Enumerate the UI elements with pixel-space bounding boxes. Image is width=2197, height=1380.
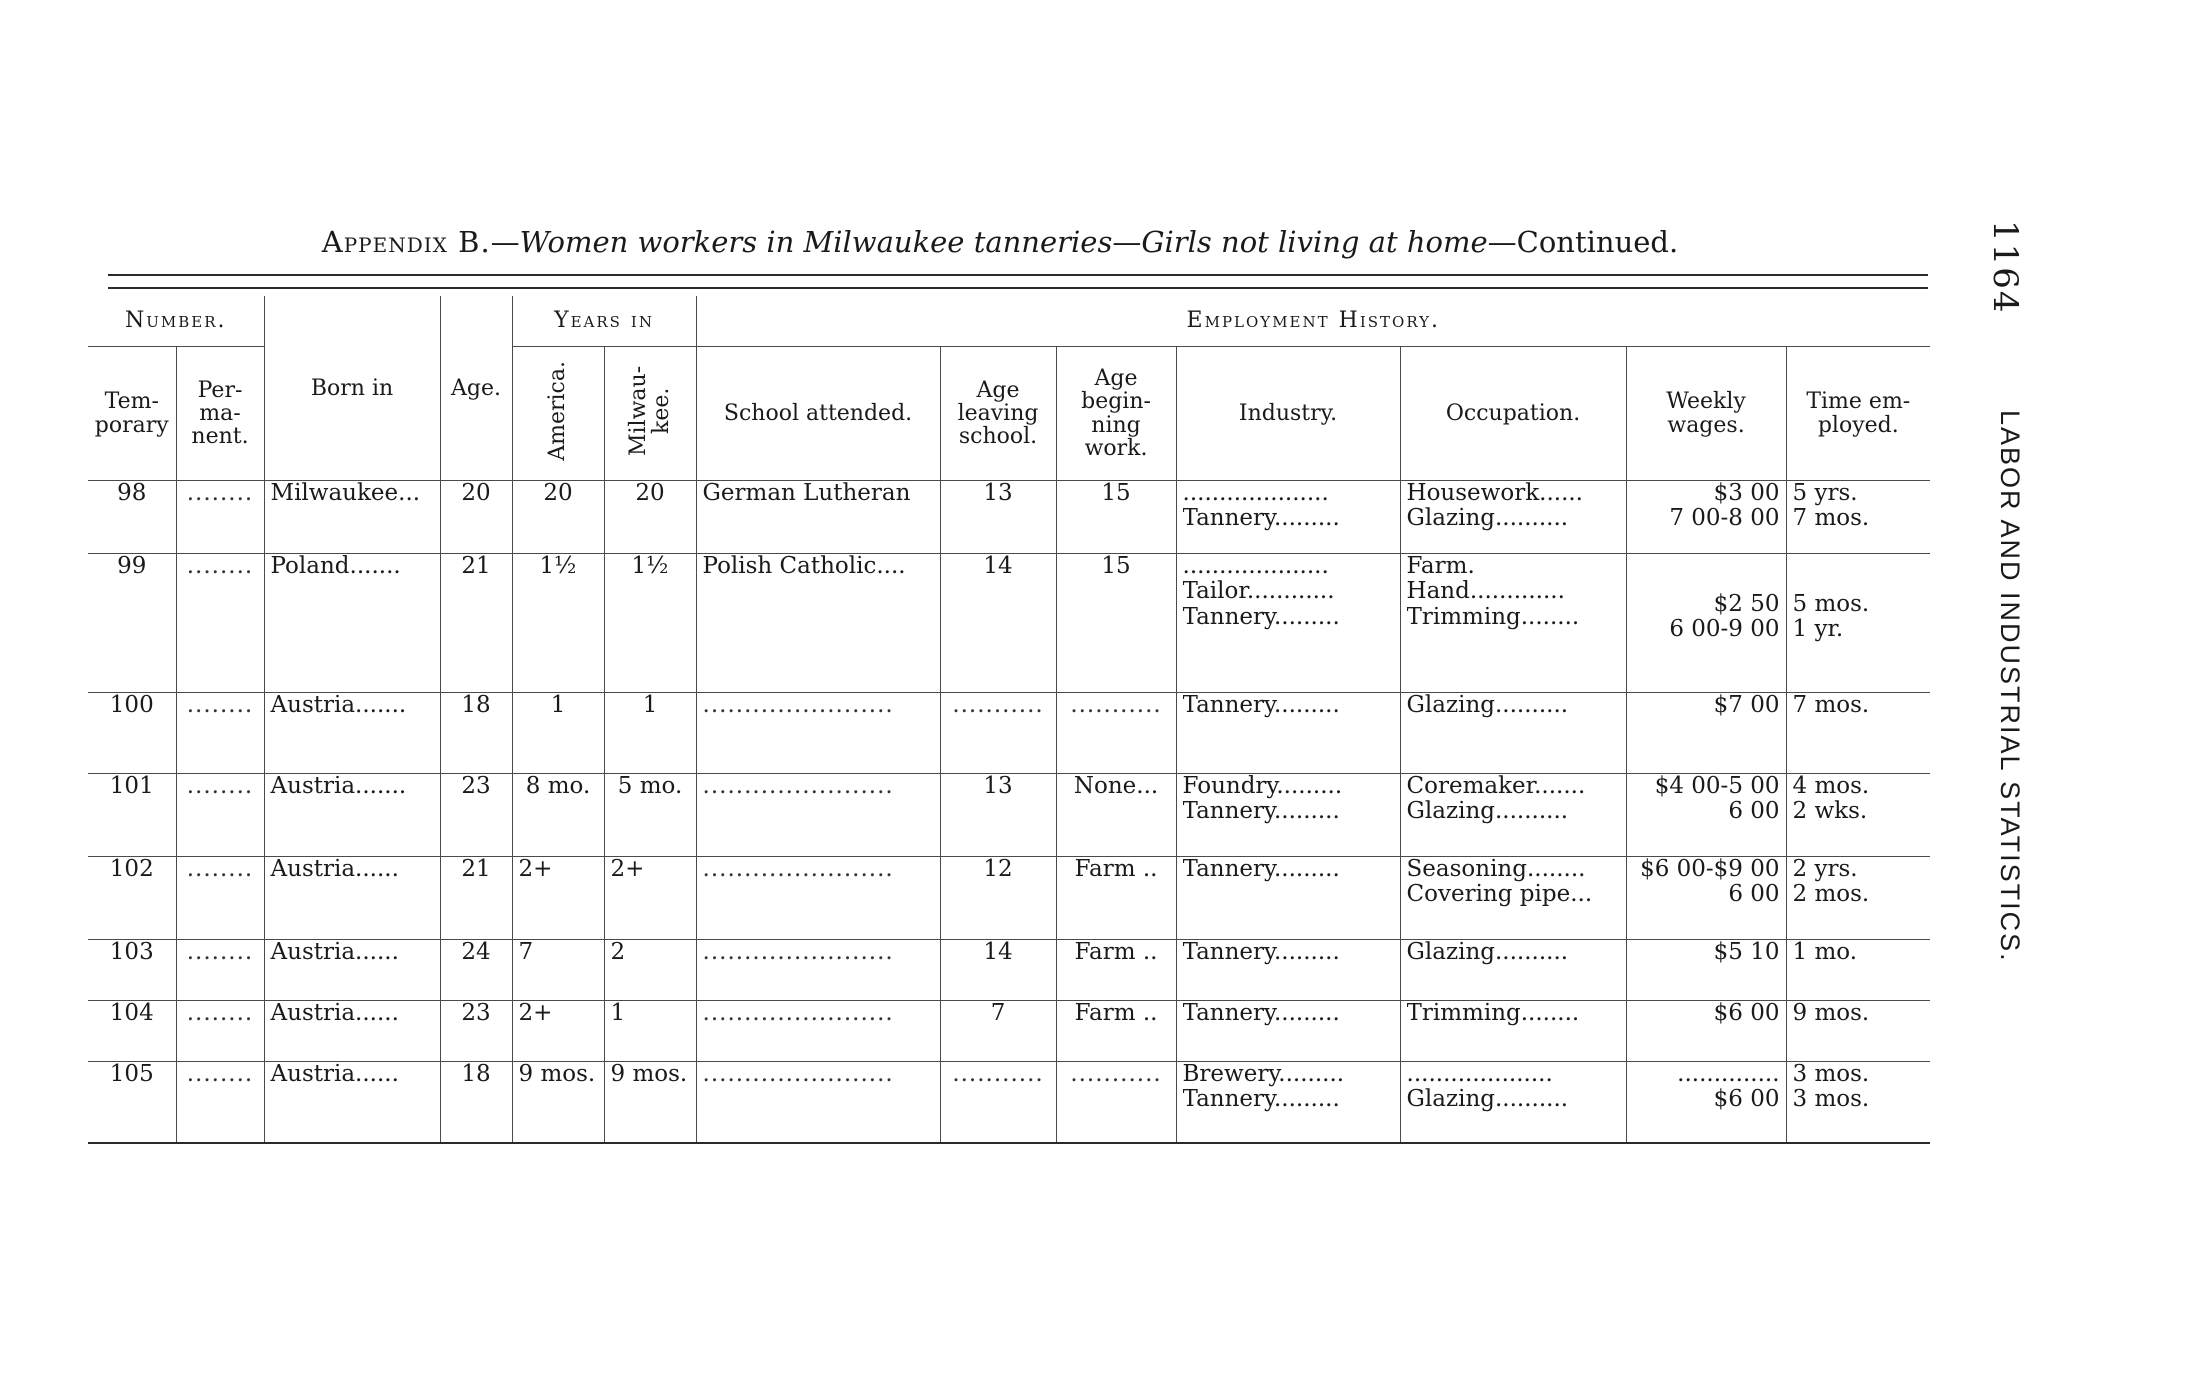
cell-age: 23	[440, 774, 512, 857]
cell-age-leaving: ...........	[940, 693, 1056, 774]
cell-time	[1786, 857, 1930, 940]
cell-born: Austria.......	[264, 693, 440, 774]
cell-wages	[1626, 1062, 1786, 1144]
cell-age-beginning: 15	[1056, 554, 1176, 693]
cell-line: Trimming........	[1406, 604, 1580, 630]
cell-wages	[1626, 554, 1786, 693]
header-row-groups	[88, 296, 1930, 347]
cell-age: 21	[440, 554, 512, 693]
cell-line: Tannery.........	[1182, 799, 1340, 825]
cell-age-beginning: ...........	[1056, 1062, 1176, 1144]
cell-line: 6 00-9 00	[1669, 617, 1780, 643]
cell-line: Tannery.........	[1182, 1001, 1340, 1027]
header-wages: Weekly wages.	[1626, 347, 1786, 481]
cell-occupation	[1400, 693, 1626, 774]
cell-line: 7 mos.	[1792, 693, 1870, 719]
table-row	[88, 1001, 1930, 1062]
cell-temporary: 98	[88, 481, 176, 554]
cell-line: Glazing..........	[1406, 940, 1569, 966]
cell-temporary: 105	[88, 1062, 176, 1144]
cell-line: $3 00	[1713, 481, 1780, 507]
cell-america: 8 mo.	[512, 774, 604, 857]
cell-industry	[1176, 693, 1400, 774]
top-rule-2	[108, 287, 1928, 289]
cell-born: Austria......	[264, 857, 440, 940]
cell-occupation	[1400, 1001, 1626, 1062]
header-school: School attended.	[696, 347, 940, 481]
header-milwaukee-cell	[604, 347, 696, 481]
cell-wages	[1626, 481, 1786, 554]
cell-industry	[1176, 774, 1400, 857]
cell-america: 20	[512, 481, 604, 554]
cell-age-leaving: 7	[940, 1001, 1056, 1062]
table-row	[88, 857, 1930, 940]
cell-line: 3 mos.	[1792, 1087, 1870, 1113]
cell-age-beginning: ...........	[1056, 693, 1176, 774]
cell-permanent: ........	[176, 1062, 264, 1144]
table-row	[88, 481, 1930, 554]
cell-milwaukee: 20	[604, 481, 696, 554]
cell-line: Covering pipe...	[1406, 882, 1593, 908]
header-milwaukee: Milwau-kee.	[625, 365, 675, 457]
cell-school: .......................	[696, 1062, 940, 1144]
cell-school: .......................	[696, 774, 940, 857]
cell-line: 3 mos.	[1792, 1062, 1870, 1088]
cell-wages	[1626, 1001, 1786, 1062]
header-time: Time em-ployed.	[1786, 347, 1930, 481]
cell-time	[1786, 1001, 1930, 1062]
cell-milwaukee: 2+	[604, 857, 696, 940]
cell-america: 9 mos.	[512, 1062, 604, 1144]
cell-line: Tannery.........	[1182, 1087, 1340, 1113]
cell-age-leaving: ...........	[940, 1062, 1056, 1144]
cell-line: Housework......	[1406, 481, 1583, 507]
cell-milwaukee: 1	[604, 693, 696, 774]
cell-line: 9 mos.	[1792, 1001, 1870, 1027]
cell-school: German Lutheran	[696, 481, 940, 554]
cell-line: Tannery.........	[1182, 857, 1340, 883]
caption-suffix: —Continued.	[1487, 225, 1679, 259]
cell-age: 24	[440, 940, 512, 1001]
cell-line: $7 00	[1713, 693, 1780, 719]
cell-school: .......................	[696, 1001, 940, 1062]
cell-line: 2 wks.	[1792, 799, 1868, 825]
header-employment-history: Employment History.	[696, 296, 1930, 347]
header-industry: Industry.	[1176, 347, 1400, 481]
cell-industry	[1176, 1062, 1400, 1144]
cell-wages	[1626, 774, 1786, 857]
cell-age: 18	[440, 1062, 512, 1144]
cell-temporary: 103	[88, 940, 176, 1001]
cell-line: $4 00-5 00	[1654, 774, 1780, 800]
header-temporary: Tem-porary	[88, 347, 176, 481]
cell-time	[1786, 554, 1930, 693]
cell-line: Farm.	[1406, 554, 1475, 580]
table-row	[88, 1062, 1930, 1144]
cell-america: 1½	[512, 554, 604, 693]
cell-occupation	[1400, 857, 1626, 940]
cell-line: ....................	[1182, 481, 1329, 507]
cell-line: $6 00	[1713, 1087, 1780, 1113]
page-number: 1164	[1985, 220, 2025, 315]
cell-time	[1786, 481, 1930, 554]
cell-age-beginning: Farm ..	[1056, 940, 1176, 1001]
cell-time	[1786, 693, 1930, 774]
cell-permanent: ........	[176, 554, 264, 693]
cell-line: Brewery.........	[1182, 1062, 1345, 1088]
cell-line: ....................	[1406, 1062, 1553, 1088]
cell-line: Glazing..........	[1406, 506, 1569, 532]
header-occupation: Occupation.	[1400, 347, 1626, 481]
cell-born: Poland.......	[264, 554, 440, 693]
cell-milwaukee: 1	[604, 1001, 696, 1062]
cell-line: 6 00	[1728, 799, 1780, 825]
cell-line: $6 00	[1713, 1001, 1780, 1027]
cell-age-leaving: 13	[940, 774, 1056, 857]
cell-school: .......................	[696, 857, 940, 940]
cell-line: $2 50	[1713, 592, 1780, 618]
cell-age-leaving: 12	[940, 857, 1056, 940]
cell-line: Seasoning........	[1406, 857, 1586, 883]
cell-milwaukee: 2	[604, 940, 696, 1001]
cell-line: 6 00	[1728, 882, 1780, 908]
cell-born: Austria......	[264, 1062, 440, 1144]
cell-milwaukee: 9 mos.	[604, 1062, 696, 1144]
cell-line: Hand.............	[1406, 579, 1565, 605]
cell-permanent: ........	[176, 1001, 264, 1062]
caption-title: Women workers in Milwaukee tanneries—Girls not living at home	[519, 225, 1488, 259]
table-caption	[200, 225, 1800, 259]
cell-school: .......................	[696, 940, 940, 1001]
cell-line: Glazing..........	[1406, 1087, 1569, 1113]
cell-school: .......................	[696, 693, 940, 774]
table-row	[88, 774, 1930, 857]
cell-age: 23	[440, 1001, 512, 1062]
cell-america: 2+	[512, 1001, 604, 1062]
cell-line: ..............	[1677, 1062, 1780, 1088]
cell-line: 4 mos.	[1792, 774, 1870, 800]
cell-america: 7	[512, 940, 604, 1001]
cell-line: 2 yrs.	[1792, 857, 1858, 883]
cell-line: $5 10	[1713, 940, 1780, 966]
cell-wages	[1626, 693, 1786, 774]
header-america: America.	[545, 361, 571, 461]
cell-temporary: 100	[88, 693, 176, 774]
table-row	[88, 693, 1930, 774]
cell-line: Tailor............	[1182, 579, 1335, 605]
cell-occupation	[1400, 774, 1626, 857]
cell-age-leaving: 14	[940, 554, 1056, 693]
cell-america: 2+	[512, 857, 604, 940]
cell-line: 5 yrs.	[1792, 481, 1858, 507]
cell-occupation	[1400, 940, 1626, 1001]
header-permanent: Per-ma-nent.	[176, 347, 264, 481]
cell-wages	[1626, 940, 1786, 1001]
cell-line: 7 00-8 00	[1669, 506, 1780, 532]
cell-age: 21	[440, 857, 512, 940]
cell-temporary: 101	[88, 774, 176, 857]
cell-time	[1786, 1062, 1930, 1144]
header-born-in: Born in	[264, 296, 440, 481]
cell-industry	[1176, 1001, 1400, 1062]
table-row	[88, 940, 1930, 1001]
cell-industry	[1176, 940, 1400, 1001]
cell-born: Milwaukee...	[264, 481, 440, 554]
cell-age-beginning: 15	[1056, 481, 1176, 554]
cell-industry	[1176, 554, 1400, 693]
cell-line: Trimming........	[1406, 1001, 1580, 1027]
header-age-leaving: Age leaving school.	[940, 347, 1056, 481]
header-number: Number.	[88, 296, 264, 347]
cell-line: 1 yr.	[1792, 617, 1844, 643]
cell-permanent: ........	[176, 774, 264, 857]
cell-age-beginning: Farm ..	[1056, 1001, 1176, 1062]
cell-wages	[1626, 857, 1786, 940]
cell-permanent: ........	[176, 857, 264, 940]
cell-line: Foundry.........	[1182, 774, 1343, 800]
cell-line: 1 mo.	[1792, 940, 1858, 966]
header-age: Age.	[440, 296, 512, 481]
cell-temporary: 99	[88, 554, 176, 693]
cell-temporary: 104	[88, 1001, 176, 1062]
cell-born: Austria.......	[264, 774, 440, 857]
cell-milwaukee: 1½	[604, 554, 696, 693]
top-rule-1	[108, 274, 1928, 276]
cell-line: Coremaker.......	[1406, 774, 1586, 800]
cell-permanent: ........	[176, 940, 264, 1001]
header-age-beginning: Age begin-ning work.	[1056, 347, 1176, 481]
cell-age: 20	[440, 481, 512, 554]
cell-line: Tannery.........	[1182, 940, 1340, 966]
women-workers-table	[88, 296, 1930, 1144]
cell-america: 1	[512, 693, 604, 774]
cell-occupation	[1400, 481, 1626, 554]
header-years-in: Years in	[512, 296, 696, 347]
cell-line: Tannery.........	[1182, 693, 1340, 719]
cell-industry	[1176, 481, 1400, 554]
cell-born: Austria......	[264, 940, 440, 1001]
cell-permanent: ........	[176, 693, 264, 774]
cell-occupation	[1400, 1062, 1626, 1144]
cell-permanent: ........	[176, 481, 264, 554]
cell-line: $6 00-$9 00	[1640, 857, 1780, 883]
cell-born: Austria......	[264, 1001, 440, 1062]
table-row	[88, 554, 1930, 693]
cell-line: Tannery.........	[1182, 604, 1340, 630]
cell-age-beginning: Farm ..	[1056, 857, 1176, 940]
cell-temporary: 102	[88, 857, 176, 940]
cell-line: 2 mos.	[1792, 882, 1870, 908]
cell-age-beginning: None...	[1056, 774, 1176, 857]
cell-line: 7 mos.	[1792, 506, 1870, 532]
running-head: LABOR AND INDUSTRIAL STATISTICS.	[1995, 410, 2025, 963]
cell-line: 5 mos.	[1792, 592, 1870, 618]
cell-age-leaving: 13	[940, 481, 1056, 554]
cell-time	[1786, 940, 1930, 1001]
header-america-cell	[512, 347, 604, 481]
cell-line: Glazing..........	[1406, 693, 1569, 719]
cell-occupation	[1400, 554, 1626, 693]
cell-line: Glazing..........	[1406, 799, 1569, 825]
cell-school: Polish Catholic....	[696, 554, 940, 693]
caption-dash: —	[490, 225, 520, 259]
cell-age-leaving: 14	[940, 940, 1056, 1001]
cell-line: Tannery.........	[1182, 506, 1340, 532]
caption-appendix: Appendix B.	[321, 225, 491, 259]
cell-age: 18	[440, 693, 512, 774]
cell-milwaukee: 5 mo.	[604, 774, 696, 857]
cell-line: ....................	[1182, 554, 1329, 580]
cell-time	[1786, 774, 1930, 857]
cell-industry	[1176, 857, 1400, 940]
